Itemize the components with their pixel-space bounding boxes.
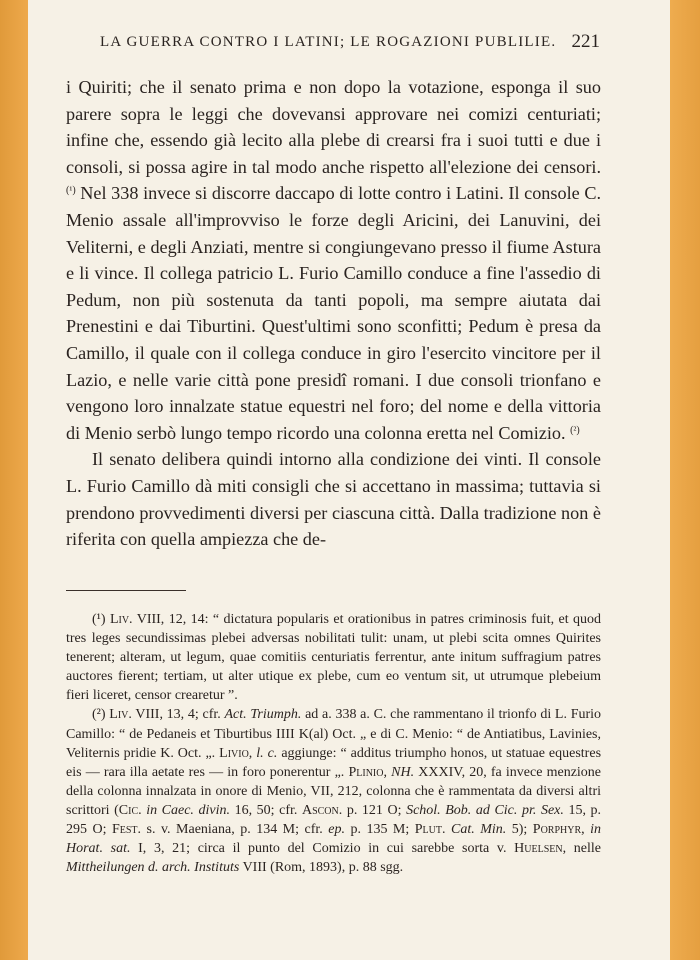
paragraph-1: i Quiriti; che il senato prima e non dopo la votazione, esponga il suo parere sopra le leggi che dovevansi approvare nei comizi centuriati; infine che, essendo già lecito alla plebe di crearsi fra i suoi tutti e due i consoli, si possa agire in tal modo anche rispetto all'elezione dei censori. $^{(^1)}$ Nel 338 invece si discorre daccapo di lotte contro i Latini. Il console C. Menio assale all'improvviso le forze degli Aricini, dei Lanuvini, dei Veliterni, e degli Anziati, mentre si congiungevano presso il fiume Astura e li vince. Il collega patricio L. Furio Camillo conduce a fine l'assedio di Pedum, non più sostenuta da tanti popoli, ma sempre aiutata dai Prenestini e dai Tiburtini. Quest'ultimi sono sconfitti; Pedum è presa da Camillo, il quale con il collega conduce in giro l'esercito vincitore per il Lazio, e nelle varie città pone presidî romani. I due consoli trionfano e vengono loro innalzate statue equestri nel foro; del nome e della vittoria di Menio serbò lungo tempo ricordo una colonna eretta nel Comizio. $^{(^2)}$ — [66, 77, 602, 443]
main-text — [66, 74, 601, 553]
page-edge-margin — [670, 0, 700, 960]
footnote-divider — [66, 590, 186, 591]
page-header — [100, 31, 600, 52]
footnotes — [66, 610, 601, 877]
footnote-ref-2[interactable]: (²) — [570, 424, 580, 436]
page-number: 221 — [571, 31, 600, 52]
book-spine-margin — [0, 0, 28, 960]
footnote-2: (²) Liv. VIII, 13, 4; cfr. Act. Triumph. ad a. 338 a. C. che rammentano il trionfo di L. Furio Camillo: “ de Pedaneis et Tiburtibus IIII K(al) Oct. „ e di C. Menio: “ de Antiatibus, Lavinies, Veliternis pridie K. Oct. „. Livio, l. c. aggiunge: “ additus triumpho honos, ut statuae equestres eis — rara illa aetate res — in foro ponerentur „. Plinio, NH. XXXIV, 20, fa invece menzione della colonna innalzata in onore di Menio, VII, 212, colonna che è rammentata da diversi altri scrittori (Cic. in Caec. divin. 16, 50; cfr. Ascon. p. 121 O; Schol. Bob. ad Cic. pr. Sex. 15, p. 295 O; Fest. s. v. Maeniana, p. 134 M; cfr. ep. p. 135 M; Plut. Cat. Min. 5); Porphyr, in Horat. sat. I, 3, 21; circa il punto del Comizio in cui sarebbe sorta v. Huelsen, nelle Mittheilungen d. arch. Instituts VIII (Rom, 1893), p. 88 sgg. — [66, 707, 602, 876]
paragraph-2: Il senato delibera quindi intorno alla condizione dei vinti. Il console L. Furio Camillo dà miti consigli che si accettano in massima; tuttavia si prendono provvedimenti diversi per ciascuna città. Dalla tradizione non è riferita con quella ampiezza che de- — [66, 449, 601, 550]
footnote-1: (¹) Liv. VIII, 12, 14: “ dictatura popularis et orationibus in patres criminosis fuit, et quod tres leges secundissimas plebei adversas nobilitati tulit: unam, ut plebi scita omnes Quirites tenerent; alteram, ut legum, quae comitiis centuriatis ferrentur, ante initum suffragium patres auctores fierent; tertiam, ut alter utique ex plebe, cum eo ventum sit, ut utrumque plebeium fieri liceret, censor crearetur ”. — [66, 612, 601, 704]
running-title: LA GUERRA CONTRO I LATINI; LE ROGAZIONI PUBLILIE. — [100, 34, 557, 50]
footnote-ref-1[interactable]: (¹) — [66, 185, 76, 197]
